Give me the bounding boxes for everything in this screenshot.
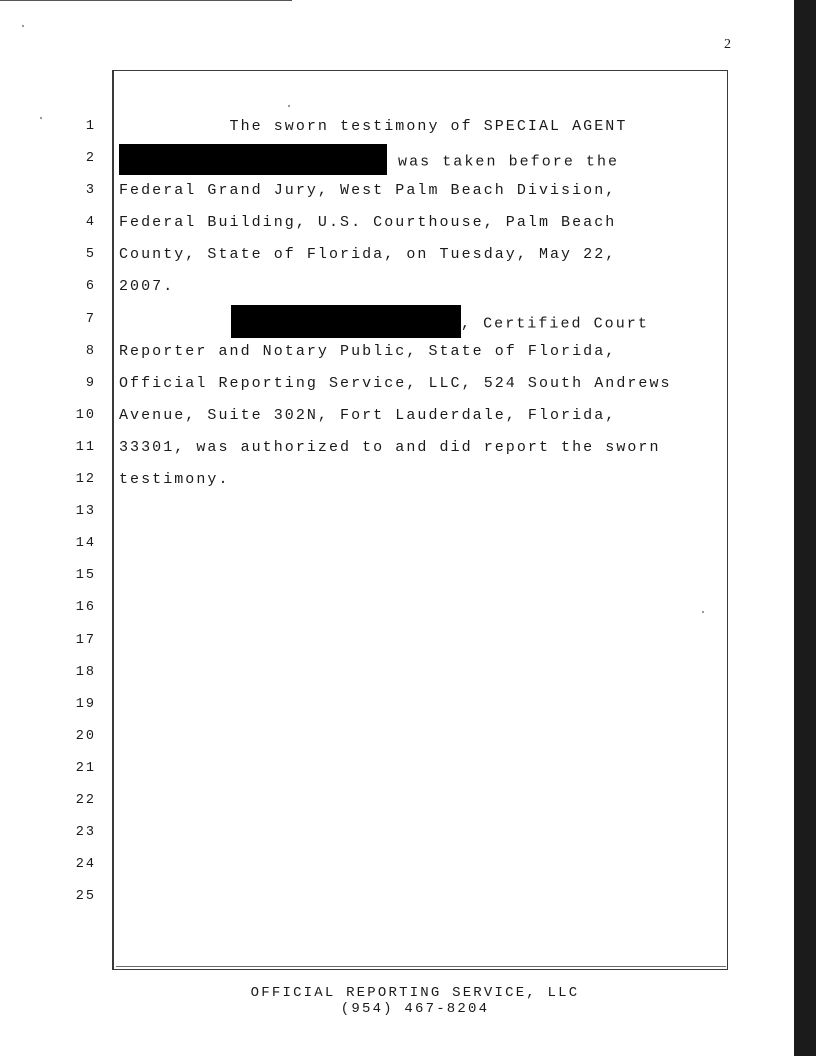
line-number: 4 xyxy=(85,215,96,231)
line-number: 18 xyxy=(75,664,96,680)
line-number: 6 xyxy=(85,279,96,295)
line-number: 7 xyxy=(85,311,96,327)
page-footer xyxy=(0,985,816,1017)
line-number: 24 xyxy=(75,857,96,873)
line-number: 14 xyxy=(75,536,96,552)
footer-company: OFFICIAL REPORTING SERVICE, LLC xyxy=(250,985,580,1001)
page-number: 2 xyxy=(724,37,732,52)
transcript-line-7 xyxy=(119,309,725,341)
line-number: 25 xyxy=(75,889,96,905)
transcript-line-7-text: , Certified Court xyxy=(461,315,649,333)
line-number: 3 xyxy=(85,183,96,199)
transcript-line-3: Federal Grand Jury, West Palm Beach Division, xyxy=(119,182,617,200)
redaction-bar xyxy=(119,144,387,175)
line-number: 9 xyxy=(85,375,96,391)
line-number: 15 xyxy=(75,568,96,584)
transcript-line-12: testimony. xyxy=(119,471,230,489)
line-number-column xyxy=(60,116,96,918)
scan-speck xyxy=(702,611,704,613)
frame-bottom-rule xyxy=(116,966,726,967)
line-number: 11 xyxy=(75,439,96,455)
line-number: 2 xyxy=(85,151,96,167)
line-number: 22 xyxy=(75,792,96,808)
transcript-line-2 xyxy=(119,148,725,180)
line-number: 12 xyxy=(75,472,96,488)
scan-top-rule xyxy=(0,0,292,1)
line-number: 5 xyxy=(85,247,96,263)
line-number: 16 xyxy=(75,600,96,616)
transcript-body xyxy=(119,116,725,501)
transcript-line-8: Reporter and Notary Public, State of Florida, xyxy=(119,342,617,360)
line-number: 21 xyxy=(75,760,96,776)
line-number: 13 xyxy=(75,504,96,520)
transcript-line-9: Official Reporting Service, LLC, 524 South Andrews xyxy=(119,374,672,392)
transcript-line-4: Federal Building, U.S. Courthouse, Palm Beach xyxy=(119,214,617,232)
line-number: 20 xyxy=(75,728,96,744)
scan-speck xyxy=(40,117,42,119)
line-number: 8 xyxy=(85,343,96,359)
transcript-line-10: Avenue, Suite 302N, Fort Lauderdale, Florida, xyxy=(119,406,617,424)
transcript-line-2-text: was taken before the xyxy=(387,153,620,171)
line-number: 10 xyxy=(75,407,96,423)
scan-speck xyxy=(22,25,24,27)
line-number: 23 xyxy=(75,825,96,841)
line-number: 19 xyxy=(75,696,96,712)
line-number: 17 xyxy=(75,632,96,648)
scan-dark-edge xyxy=(794,0,816,1056)
transcript-line-1: The sworn testimony of SPECIAL AGENT xyxy=(119,118,628,135)
footer-phone: (954) 467-8204 xyxy=(340,1001,490,1017)
redaction-bar xyxy=(231,305,461,338)
transcript-line-6: 2007. xyxy=(119,278,175,296)
transcript-line-5: County, State of Florida, on Tuesday, May 22, xyxy=(119,246,617,264)
scan-speck xyxy=(288,105,290,107)
transcript-line-11: 33301, was authorized to and did report the sworn xyxy=(119,438,661,456)
line-number: 1 xyxy=(85,119,96,134)
